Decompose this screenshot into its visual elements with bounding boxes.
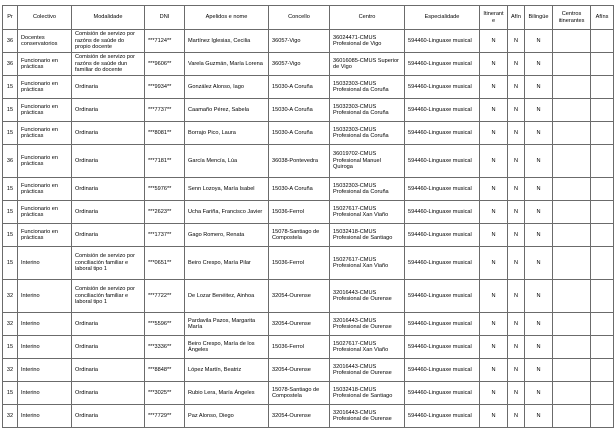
cell-itinerante: N bbox=[480, 30, 508, 53]
cell-especialidade: 594460-Linguaxe musical bbox=[405, 247, 480, 280]
header-pr: Pr bbox=[3, 6, 18, 30]
cell-apelidos-nome: García Mencía, Lúa bbox=[185, 145, 269, 178]
cell-colectivo: Funcionario en prácticas bbox=[18, 53, 72, 76]
cell-pr: 15 bbox=[3, 99, 18, 122]
cell-especialidade: 594460-Linguaxe musical bbox=[405, 313, 480, 336]
cell-apelidos-nome: Borrajo Pico, Laura bbox=[185, 122, 269, 145]
cell-colectivo: Docentes conservatorios bbox=[18, 30, 72, 53]
cell-pr: 15 bbox=[3, 224, 18, 247]
cell-afin: N bbox=[508, 405, 525, 428]
cell-centros-itinerantes bbox=[553, 359, 591, 382]
cell-especialidade: 594460-Linguaxe musical bbox=[405, 382, 480, 405]
cell-concello: 15036-Ferrol bbox=[269, 336, 330, 359]
table-row bbox=[3, 178, 614, 201]
header-dni: DNI bbox=[145, 6, 185, 30]
cell-concello: 36057-Vigo bbox=[269, 53, 330, 76]
cell-centro: 15032418-CMUS Profesional de Santiago bbox=[330, 224, 405, 247]
cell-bilingue: N bbox=[525, 247, 553, 280]
cell-modalidade: Ordinaria bbox=[72, 224, 145, 247]
cell-modalidade: Ordinaria bbox=[72, 145, 145, 178]
cell-colectivo: Funcionario en prácticas bbox=[18, 76, 72, 99]
cell-afin: N bbox=[508, 359, 525, 382]
cell-itinerante: N bbox=[480, 201, 508, 224]
cell-afin: N bbox=[508, 201, 525, 224]
table-row bbox=[3, 382, 614, 405]
cell-especialidade: 594460-Linguaxe musical bbox=[405, 30, 480, 53]
header-especialidade: Especialidade bbox=[405, 6, 480, 30]
cell-especialidade: 594460-Linguaxe musical bbox=[405, 76, 480, 99]
cell-colectivo: Interino bbox=[18, 336, 72, 359]
cell-concello: 15078-Santiago de Compostela bbox=[269, 224, 330, 247]
cell-afin: N bbox=[508, 280, 525, 313]
cell-afins bbox=[591, 76, 614, 99]
cell-afin: N bbox=[508, 313, 525, 336]
cell-pr: 36 bbox=[3, 145, 18, 178]
cell-modalidade: Ordinaria bbox=[72, 336, 145, 359]
cell-especialidade: 594460-Linguaxe musical bbox=[405, 53, 480, 76]
cell-bilingue: N bbox=[525, 201, 553, 224]
cell-centros-itinerantes bbox=[553, 247, 591, 280]
cell-especialidade: 594460-Linguaxe musical bbox=[405, 201, 480, 224]
cell-pr: 32 bbox=[3, 313, 18, 336]
table-row bbox=[3, 224, 614, 247]
cell-itinerante: N bbox=[480, 122, 508, 145]
cell-centros-itinerantes bbox=[553, 30, 591, 53]
cell-modalidade: Comisión de servizo por conciliación familiar e laboral tipo 1 bbox=[72, 247, 145, 280]
cell-centros-itinerantes bbox=[553, 76, 591, 99]
cell-afins bbox=[591, 201, 614, 224]
cell-dni: ***5596** bbox=[145, 313, 185, 336]
cell-dni: ***2623** bbox=[145, 201, 185, 224]
cell-concello: 32054-Ourense bbox=[269, 405, 330, 428]
cell-itinerante: N bbox=[480, 53, 508, 76]
header-colectivo: Colectivo bbox=[18, 6, 72, 30]
cell-centros-itinerantes bbox=[553, 178, 591, 201]
cell-bilingue: N bbox=[525, 53, 553, 76]
cell-afins bbox=[591, 224, 614, 247]
assignments-table bbox=[2, 5, 614, 428]
cell-itinerante: N bbox=[480, 178, 508, 201]
cell-dni: ***8081** bbox=[145, 122, 185, 145]
cell-pr: 15 bbox=[3, 76, 18, 99]
cell-afins bbox=[591, 53, 614, 76]
cell-centro: 15032303-CMUS Profesional da Coruña bbox=[330, 122, 405, 145]
cell-dni: ***8848** bbox=[145, 359, 185, 382]
cell-centro: 32016443-CMUS Profesional de Ourense bbox=[330, 405, 405, 428]
cell-centros-itinerantes bbox=[553, 145, 591, 178]
header-afins: Afíns bbox=[591, 6, 614, 30]
cell-pr: 15 bbox=[3, 178, 18, 201]
cell-apelidos-nome: Ucha Fariña, Francisco Javier bbox=[185, 201, 269, 224]
table-row bbox=[3, 122, 614, 145]
cell-afins bbox=[591, 313, 614, 336]
table-row bbox=[3, 359, 614, 382]
cell-afin: N bbox=[508, 99, 525, 122]
cell-bilingue: N bbox=[525, 382, 553, 405]
cell-pr: 32 bbox=[3, 280, 18, 313]
cell-bilingue: N bbox=[525, 178, 553, 201]
cell-pr: 15 bbox=[3, 122, 18, 145]
cell-colectivo: Funcionario en prácticas bbox=[18, 99, 72, 122]
cell-centros-itinerantes bbox=[553, 405, 591, 428]
table-row bbox=[3, 76, 614, 99]
cell-colectivo: Interino bbox=[18, 247, 72, 280]
cell-colectivo: Interino bbox=[18, 382, 72, 405]
cell-bilingue: N bbox=[525, 99, 553, 122]
cell-especialidade: 594460-Linguaxe musical bbox=[405, 336, 480, 359]
table-header-row bbox=[3, 6, 614, 30]
cell-apelidos-nome: Beiro Crespo, María de los Ángeles bbox=[185, 336, 269, 359]
cell-afins bbox=[591, 247, 614, 280]
header-centro: Centro bbox=[330, 6, 405, 30]
header-centros-itinerantes: Centros itinerantes bbox=[553, 6, 591, 30]
cell-apelidos-nome: De Lozar Benéitez, Ainhoa bbox=[185, 280, 269, 313]
cell-itinerante: N bbox=[480, 405, 508, 428]
cell-apelidos-nome: Senn Lozoya, María Isabel bbox=[185, 178, 269, 201]
cell-especialidade: 594460-Linguaxe musical bbox=[405, 359, 480, 382]
cell-afin: N bbox=[508, 382, 525, 405]
cell-afins bbox=[591, 30, 614, 53]
cell-itinerante: N bbox=[480, 76, 508, 99]
cell-afin: N bbox=[508, 53, 525, 76]
table-row bbox=[3, 145, 614, 178]
cell-pr: 32 bbox=[3, 405, 18, 428]
cell-concello: 15036-Ferrol bbox=[269, 201, 330, 224]
cell-bilingue: N bbox=[525, 280, 553, 313]
cell-dni: ***7729** bbox=[145, 405, 185, 428]
cell-centro: 36024471-CMUS Profesional de Vigo bbox=[330, 30, 405, 53]
cell-especialidade: 594460-Linguaxe musical bbox=[405, 178, 480, 201]
cell-afins bbox=[591, 178, 614, 201]
cell-colectivo: Funcionario en prácticas bbox=[18, 178, 72, 201]
cell-centro: 32016443-CMUS Profesional de Ourense bbox=[330, 280, 405, 313]
table-row bbox=[3, 336, 614, 359]
cell-apelidos-nome: González Alonso, Iago bbox=[185, 76, 269, 99]
cell-apelidos-nome: Paz Alonso, Diego bbox=[185, 405, 269, 428]
cell-modalidade: Ordinaria bbox=[72, 201, 145, 224]
cell-dni: ***3025** bbox=[145, 382, 185, 405]
table-row bbox=[3, 280, 614, 313]
cell-apelidos-nome: Beiro Crespo, María Pilar bbox=[185, 247, 269, 280]
cell-pr: 15 bbox=[3, 336, 18, 359]
cell-especialidade: 594460-Linguaxe musical bbox=[405, 145, 480, 178]
cell-dni: ***9934** bbox=[145, 76, 185, 99]
cell-modalidade: Comisión de servizo por razóns de saúde dun familiar do docente bbox=[72, 53, 145, 76]
cell-centro: 15027617-CMUS Profesional Xan Viaño bbox=[330, 336, 405, 359]
cell-afins bbox=[591, 359, 614, 382]
cell-especialidade: 594460-Linguaxe musical bbox=[405, 122, 480, 145]
cell-afins bbox=[591, 382, 614, 405]
cell-afins bbox=[591, 336, 614, 359]
cell-colectivo: Funcionario en prácticas bbox=[18, 122, 72, 145]
cell-centro: 15027617-CMUS Profesional Xan Viaño bbox=[330, 201, 405, 224]
header-bilingue: Bilingüe bbox=[525, 6, 553, 30]
cell-modalidade: Ordinaria bbox=[72, 313, 145, 336]
cell-itinerante: N bbox=[480, 359, 508, 382]
cell-concello: 15036-Ferrol bbox=[269, 247, 330, 280]
cell-concello: 15030-A Coruña bbox=[269, 76, 330, 99]
header-apelidos-nome: Apelidos e nome bbox=[185, 6, 269, 30]
header-modalidade: Modalidade bbox=[72, 6, 145, 30]
table-row bbox=[3, 201, 614, 224]
cell-modalidade: Ordinaria bbox=[72, 405, 145, 428]
cell-colectivo: Funcionario en prácticas bbox=[18, 224, 72, 247]
cell-concello: 15030-A Coruña bbox=[269, 122, 330, 145]
cell-pr: 15 bbox=[3, 382, 18, 405]
cell-especialidade: 594460-Linguaxe musical bbox=[405, 405, 480, 428]
cell-centros-itinerantes bbox=[553, 53, 591, 76]
cell-dni: ***7737** bbox=[145, 99, 185, 122]
cell-colectivo: Funcionario en prácticas bbox=[18, 201, 72, 224]
cell-concello: 32054-Ourense bbox=[269, 359, 330, 382]
cell-concello: 32054-Ourense bbox=[269, 280, 330, 313]
cell-itinerante: N bbox=[480, 313, 508, 336]
cell-bilingue: N bbox=[525, 336, 553, 359]
cell-modalidade: Ordinaria bbox=[72, 359, 145, 382]
cell-dni: ***9606** bbox=[145, 53, 185, 76]
cell-colectivo: Funcionario en prácticas bbox=[18, 145, 72, 178]
cell-modalidade: Comisión de servizo por conciliación familiar e laboral tipo 1 bbox=[72, 280, 145, 313]
cell-afins bbox=[591, 122, 614, 145]
cell-afin: N bbox=[508, 336, 525, 359]
cell-centro: 36019702-CMUS Profesional Manuel Quiroga bbox=[330, 145, 405, 178]
cell-colectivo: Interino bbox=[18, 359, 72, 382]
cell-modalidade: Ordinaria bbox=[72, 122, 145, 145]
cell-afin: N bbox=[508, 224, 525, 247]
cell-apelidos-nome: Pardavila Pazos, Margarita María bbox=[185, 313, 269, 336]
table-row bbox=[3, 53, 614, 76]
cell-bilingue: N bbox=[525, 30, 553, 53]
cell-centro: 15032418-CMUS Profesional de Santiago bbox=[330, 382, 405, 405]
cell-modalidade: Ordinaria bbox=[72, 76, 145, 99]
cell-dni: ***7181** bbox=[145, 145, 185, 178]
cell-bilingue: N bbox=[525, 359, 553, 382]
cell-dni: ***5976** bbox=[145, 178, 185, 201]
cell-centros-itinerantes bbox=[553, 201, 591, 224]
cell-bilingue: N bbox=[525, 224, 553, 247]
cell-centros-itinerantes bbox=[553, 313, 591, 336]
cell-centro: 15032303-CMUS Profesional da Coruña bbox=[330, 76, 405, 99]
cell-afins bbox=[591, 280, 614, 313]
cell-concello: 15030-A Coruña bbox=[269, 178, 330, 201]
cell-dni: ***1737** bbox=[145, 224, 185, 247]
cell-afins bbox=[591, 99, 614, 122]
cell-pr: 15 bbox=[3, 247, 18, 280]
cell-itinerante: N bbox=[480, 145, 508, 178]
cell-modalidade: Ordinaria bbox=[72, 382, 145, 405]
cell-apelidos-nome: Caamaño Pérez, Sabela bbox=[185, 99, 269, 122]
cell-centro: 36016085-CMUS Superior de Vigo bbox=[330, 53, 405, 76]
cell-centro: 32016443-CMUS Profesional de Ourense bbox=[330, 359, 405, 382]
cell-centro: 32016443-CMUS Profesional de Ourense bbox=[330, 313, 405, 336]
cell-centros-itinerantes bbox=[553, 122, 591, 145]
cell-centros-itinerantes bbox=[553, 336, 591, 359]
cell-itinerante: N bbox=[480, 99, 508, 122]
cell-concello: 36038-Pontevedra bbox=[269, 145, 330, 178]
cell-centro: 15032303-CMUS Profesional da Coruña bbox=[330, 178, 405, 201]
cell-apelidos-nome: López Martín, Beatriz bbox=[185, 359, 269, 382]
cell-bilingue: N bbox=[525, 122, 553, 145]
cell-afins bbox=[591, 145, 614, 178]
header-afin: Afín bbox=[508, 6, 525, 30]
cell-dni: ***3336** bbox=[145, 336, 185, 359]
cell-itinerante: N bbox=[480, 336, 508, 359]
cell-dni: ***0651** bbox=[145, 247, 185, 280]
table-row bbox=[3, 313, 614, 336]
cell-modalidade: Ordinaria bbox=[72, 178, 145, 201]
header-itinerante: Itinerante bbox=[480, 6, 508, 30]
cell-itinerante: N bbox=[480, 247, 508, 280]
cell-especialidade: 594460-Linguaxe musical bbox=[405, 280, 480, 313]
cell-afin: N bbox=[508, 30, 525, 53]
cell-apelidos-nome: Rubio Lera, María Ángeles bbox=[185, 382, 269, 405]
cell-bilingue: N bbox=[525, 405, 553, 428]
header-concello: Concello bbox=[269, 6, 330, 30]
cell-itinerante: N bbox=[480, 224, 508, 247]
cell-dni: ***7722** bbox=[145, 280, 185, 313]
table-row bbox=[3, 247, 614, 280]
table-row bbox=[3, 405, 614, 428]
cell-afin: N bbox=[508, 76, 525, 99]
cell-apelidos-nome: Gago Romero, Renata bbox=[185, 224, 269, 247]
cell-centros-itinerantes bbox=[553, 224, 591, 247]
cell-centros-itinerantes bbox=[553, 99, 591, 122]
cell-bilingue: N bbox=[525, 313, 553, 336]
cell-centros-itinerantes bbox=[553, 382, 591, 405]
cell-colectivo: Interino bbox=[18, 405, 72, 428]
cell-pr: 32 bbox=[3, 359, 18, 382]
cell-concello: 32054-Ourense bbox=[269, 313, 330, 336]
table-row bbox=[3, 30, 614, 53]
cell-centro: 15027617-CMUS Profesional Xan Viaño bbox=[330, 247, 405, 280]
cell-afin: N bbox=[508, 178, 525, 201]
cell-pr: 36 bbox=[3, 30, 18, 53]
table-row bbox=[3, 99, 614, 122]
cell-centros-itinerantes bbox=[553, 280, 591, 313]
cell-afin: N bbox=[508, 247, 525, 280]
cell-dni: ***7124** bbox=[145, 30, 185, 53]
cell-bilingue: N bbox=[525, 145, 553, 178]
cell-modalidade: Comisión de servizo por razóns de saúde do propio docente bbox=[72, 30, 145, 53]
cell-apelidos-nome: Martínez Iglesias, Cecilia bbox=[185, 30, 269, 53]
cell-centro: 15032303-CMUS Profesional da Coruña bbox=[330, 99, 405, 122]
cell-pr: 36 bbox=[3, 53, 18, 76]
cell-itinerante: N bbox=[480, 280, 508, 313]
table-body bbox=[3, 30, 614, 428]
cell-afin: N bbox=[508, 122, 525, 145]
cell-afins bbox=[591, 405, 614, 428]
cell-pr: 15 bbox=[3, 201, 18, 224]
cell-concello: 15030-A Coruña bbox=[269, 99, 330, 122]
cell-colectivo: Interino bbox=[18, 280, 72, 313]
cell-concello: 36057-Vigo bbox=[269, 30, 330, 53]
cell-colectivo: Interino bbox=[18, 313, 72, 336]
cell-apelidos-nome: Varela Guzmán, María Lorena bbox=[185, 53, 269, 76]
cell-especialidade: 594460-Linguaxe musical bbox=[405, 99, 480, 122]
cell-itinerante: N bbox=[480, 382, 508, 405]
document-page bbox=[2, 5, 613, 428]
cell-modalidade: Ordinaria bbox=[72, 99, 145, 122]
cell-bilingue: N bbox=[525, 76, 553, 99]
cell-afin: N bbox=[508, 145, 525, 178]
cell-especialidade: 594460-Linguaxe musical bbox=[405, 224, 480, 247]
cell-concello: 15078-Santiago de Compostela bbox=[269, 382, 330, 405]
